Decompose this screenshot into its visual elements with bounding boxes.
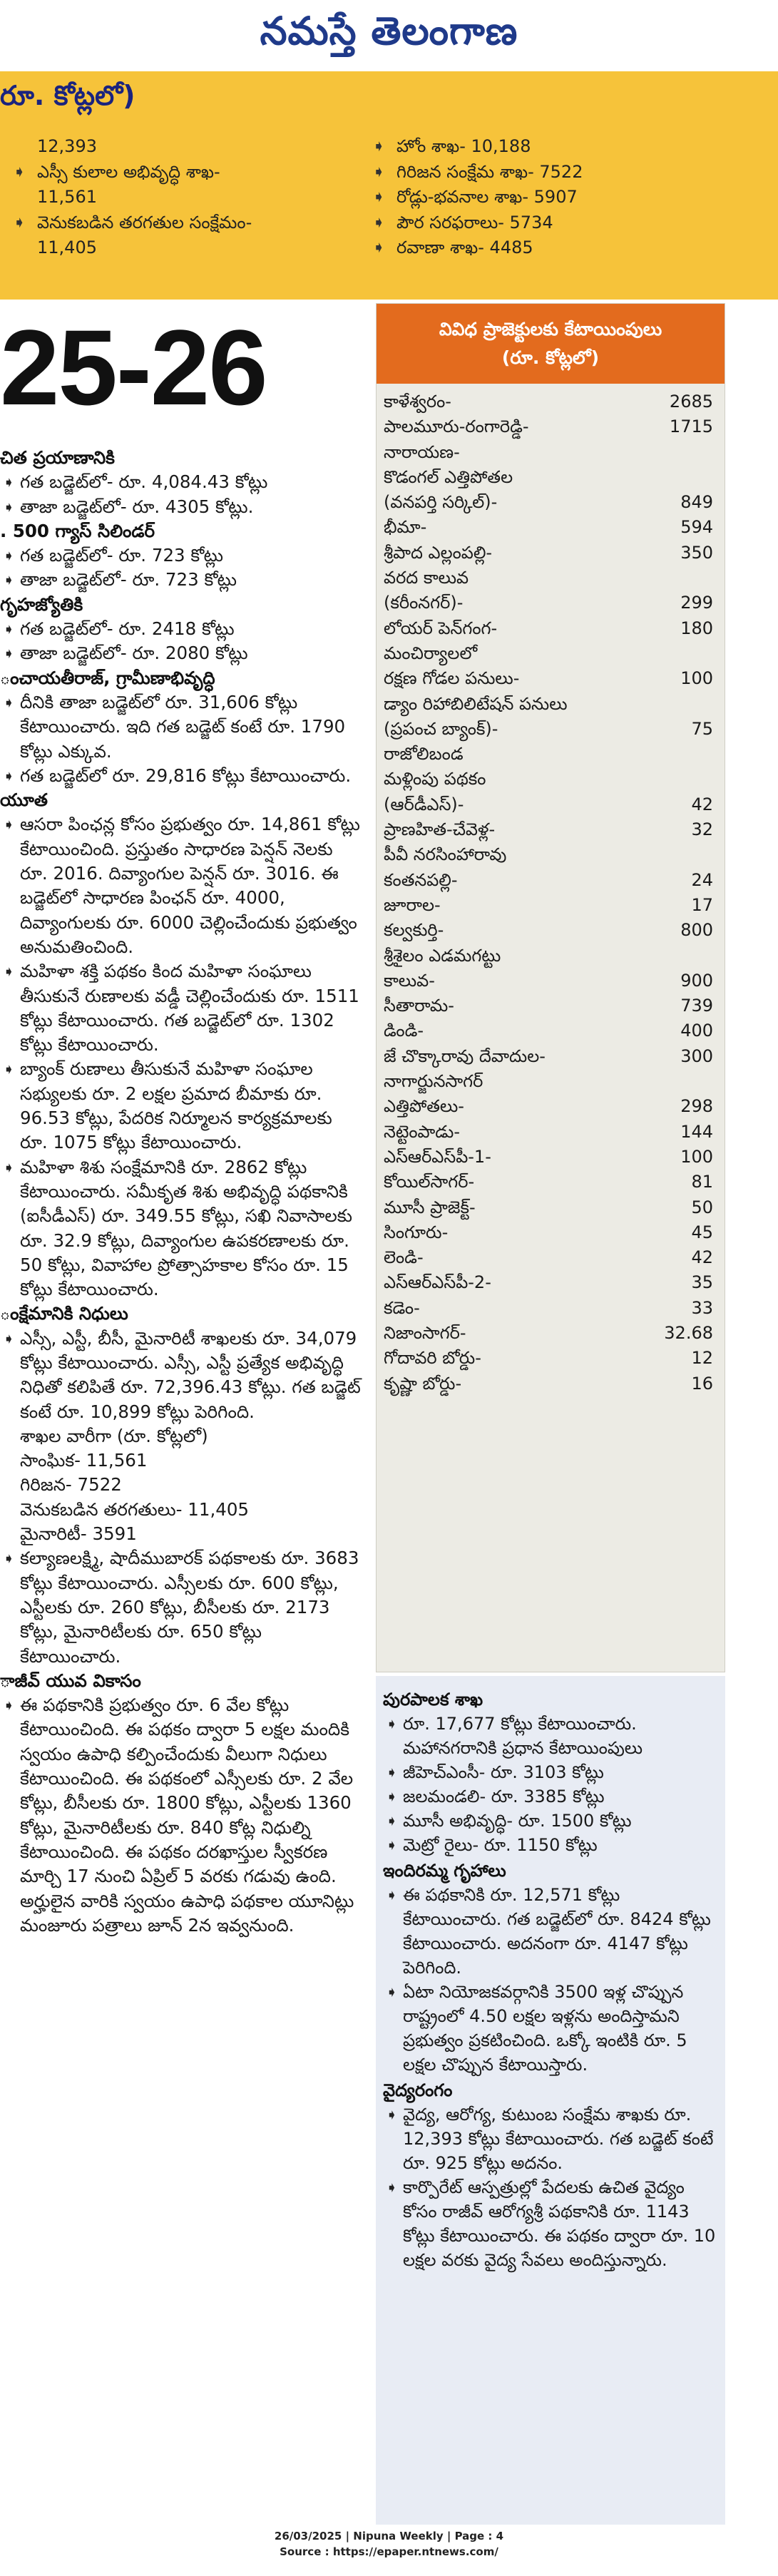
project-name: జూరాల- — [384, 894, 441, 915]
list-item-text: తాజా బడ్జెట్‌లో- రూ. 723 కోట్లు — [20, 569, 237, 591]
section-heading: . 500 గ్యాస్ సిలిండర్ — [0, 520, 155, 541]
banner-item-text: వెనుకబడిన తరగతుల సంక్షేమం- 11,405 — [37, 212, 252, 257]
project-value: 350 — [680, 542, 713, 563]
project-name: రక్షణ గోడల పనులు- — [384, 668, 520, 689]
list-item-text: బ్యాంక్ రుణాలు తీసుకునే మహిళా సంఘాల సభ్యులకు రూ. 2 లక్షల ప్రమాద బీమాకు రూ. 96.53 కోట్లు, పేదరిక నిర్మూలన కార్యక్రమాలకు రూ. 1075 కోట్లు కేటాయించారు. — [20, 1058, 332, 1153]
project-value: 180 — [680, 618, 713, 638]
project-value: 12 — [691, 1348, 713, 1369]
arrow-bullet-icon: ➧ — [372, 239, 386, 257]
section-heading: ాజీవ్ యువ వికాసం — [0, 1670, 141, 1691]
project-name: జే చొక్కారావు దేవాదుల- — [384, 1046, 546, 1066]
project-name: కడెం- — [384, 1297, 420, 1318]
arrow-bullet-icon: ➧ — [3, 1158, 15, 1176]
arrow-bullet-icon: ➧ — [3, 963, 15, 981]
project-value — [648, 742, 719, 767]
list-line: శాఖల వారీగా (రూ. కోట్లలో) — [20, 1425, 208, 1446]
project-row — [384, 868, 719, 893]
list-item — [383, 2175, 718, 2272]
project-heading-line: వివిధ ప్రాజెక్టులకు కేటాయింపులు — [439, 319, 662, 339]
project-value: 75 — [691, 718, 713, 739]
project-row — [384, 1220, 719, 1245]
project-heading-line: (రూ. కోట్లలో) — [501, 347, 600, 368]
arrow-bullet-icon: ➧ — [3, 693, 15, 711]
list-item — [383, 1712, 718, 1760]
list-item — [383, 1833, 718, 1857]
project-name: సింగూరు- — [384, 1222, 449, 1242]
project-value: 24 — [691, 869, 713, 890]
banner-title: రూ. కోట్లలో) — [0, 80, 135, 111]
project-name: భీమా- — [384, 517, 427, 538]
arrow-bullet-icon: ➧ — [3, 1060, 15, 1078]
project-name: కల్వకుర్తి- — [384, 920, 444, 941]
project-name: శ్రీశైలం ఎడమగట్టు — [384, 945, 501, 966]
project-value: 739 — [680, 996, 713, 1016]
banner-item-text: రవాణా శాఖ- 4485 — [396, 237, 533, 257]
project-allocations-list — [384, 389, 719, 1396]
arrow-bullet-icon: ➧ — [3, 1697, 15, 1714]
project-row — [384, 414, 719, 439]
project-row — [384, 1094, 719, 1119]
project-value: 35 — [691, 1272, 713, 1293]
project-name: పీవీ నరసింహారావు — [384, 844, 507, 865]
project-name: కోయిల్‌సాగర్- — [384, 1172, 475, 1192]
list-item-text: తాజా బడ్జెట్‌లో- రూ. 4305 కోట్లు. — [20, 496, 254, 517]
project-value: 298 — [680, 1096, 713, 1117]
project-name: ఎస్ఆర్ఎస్‌పీ-2- — [384, 1272, 491, 1293]
arrow-bullet-icon: ➧ — [3, 474, 15, 491]
list-item — [383, 1883, 718, 1980]
list-item — [0, 568, 364, 592]
arrow-bullet-icon: ➧ — [13, 163, 26, 181]
project-row — [384, 541, 719, 566]
section-heading: ంక్షేమానికి నిధులు — [0, 1303, 128, 1324]
list-item — [0, 495, 364, 519]
urban-housing-health-list — [383, 1686, 718, 2272]
project-row — [384, 1044, 719, 1069]
list-item-text: గత బడ్జెట్‌లో- రూ. 723 కోట్లు — [20, 545, 223, 566]
project-row — [384, 490, 719, 515]
project-row — [384, 515, 719, 540]
banner-right-column — [372, 134, 761, 261]
project-row — [384, 944, 719, 968]
banner-item — [13, 210, 369, 261]
footer-source-line: Source : https://epaper.ntnews.com/ — [280, 2545, 498, 2558]
section-heading: యూత — [0, 789, 48, 811]
arrow-bullet-icon: ➧ — [372, 188, 386, 206]
project-value: 900 — [680, 970, 713, 991]
project-name: (వనపర్తి సర్కిల్)- — [384, 492, 498, 513]
arrow-bullet-icon: ➧ — [386, 1836, 398, 1854]
department-allocations-banner — [0, 71, 778, 300]
project-name: సీతారామ- — [384, 996, 454, 1016]
project-value: 16 — [691, 1373, 713, 1394]
section-heading: పురపాలక శాఖ — [383, 1690, 483, 1709]
list-line: మైనారిటీ- 3591 — [20, 1523, 137, 1545]
project-row — [384, 1170, 719, 1195]
arrow-bullet-icon: ➧ — [386, 1812, 398, 1829]
project-value: 50 — [691, 1197, 713, 1217]
list-item-text: రూ. 17,677 కోట్లు కేటాయించారు. మహానగరానికి ప్రధాన కేటాయింపులు — [403, 1714, 643, 1758]
project-row — [384, 1245, 719, 1270]
arrow-bullet-icon: ➧ — [3, 498, 15, 516]
project-row — [384, 1346, 719, 1371]
project-allocations-heading — [377, 304, 725, 384]
list-item-text: కల్యాణలక్ష్మి, షాదీముబారక్ పథకాలకు రూ. 3683 కోట్లు కేటాయించారు. ఎస్సీలకు రూ. 600 కోట్లు, ఎస్టీలకు రూ. 260 కోట్లు, బీసీలకు రూ. 2173 కోట్లు, మైనారిటీలకు రూ. 650 కోట్లు కేటాయించారు. — [20, 1548, 359, 1667]
project-value: 17 — [691, 894, 713, 915]
list-item — [0, 641, 364, 665]
list-item — [383, 1980, 718, 2077]
arrow-bullet-icon: ➧ — [386, 2106, 398, 2123]
arrow-bullet-icon: ➧ — [386, 1983, 398, 2000]
project-row — [384, 893, 719, 918]
project-name: నిజాంసాగర్- — [384, 1322, 466, 1343]
banner-item-text: రోడ్లు-భవనాల శాఖ- 5907 — [396, 187, 578, 207]
list-item-text: మహిళా శక్తి పథకం కింద మహిళా సంఘాలు తీసుకునే రుణాలకు వడ్డీ చెల్లించేందుకు రూ. 1511 కోట్లు కేటాయించారు. గత బడ్జెట్‌లో రూ. 1302 కోట్లు కేటాయించారు. — [20, 961, 359, 1056]
project-row — [384, 1120, 719, 1145]
project-name: కొడంగల్ ఎత్తిపోతల — [384, 466, 513, 487]
budget-year-heading: 25-26 — [0, 307, 267, 427]
project-row — [384, 993, 719, 1018]
arrow-bullet-icon: ➧ — [3, 767, 15, 784]
project-name: లోయర్ పెన్‌గంగ- — [384, 618, 498, 638]
project-value: 100 — [680, 668, 713, 689]
project-name: డ్యాం రిహాబిలిటేషన్ పనులు — [384, 693, 568, 714]
arrow-bullet-icon: ➧ — [386, 1764, 398, 1781]
banner-item-text: ఎస్సీ కులాల అభివృద్ధి శాఖ- 11,561 — [37, 161, 220, 207]
project-row — [384, 389, 719, 414]
project-value: 144 — [680, 1121, 713, 1142]
project-value: 300 — [680, 1046, 713, 1066]
project-name: కృష్ణా బోర్డు- — [384, 1373, 462, 1394]
banner-left-column — [13, 134, 369, 261]
list-item-text: తాజా బడ్జెట్‌లో- రూ. 2080 కోట్లు — [20, 643, 248, 664]
project-value — [648, 1069, 719, 1094]
project-row — [384, 666, 719, 691]
project-value: 42 — [691, 794, 713, 814]
list-item — [0, 470, 364, 494]
banner-item-text: గిరిజన సంక్షేమ శాఖ- 7522 — [396, 161, 583, 182]
list-item — [0, 1057, 364, 1155]
list-item-text: జలమండలి- రూ. 3385 కోట్లు — [403, 1787, 605, 1806]
list-item — [383, 1809, 718, 1833]
list-item — [0, 617, 364, 641]
list-item — [383, 2102, 718, 2175]
banner-item-text: 12,393 — [37, 136, 97, 156]
project-value: 32.68 — [664, 1322, 713, 1343]
banner-item-text: పౌర సరఫరాలు- 5734 — [396, 212, 553, 232]
list-item-text: ఈ పథకానికి రూ. 12,571 కోట్లు కేటాయించారు. గత బడ్జెట్‌లో రూ. 8424 కోట్లు కేటాయించారు. అదనంగా రూ. 4147 కోట్లు పెరిగింది. — [403, 1885, 711, 1978]
project-row — [384, 641, 719, 666]
project-value: 849 — [680, 492, 713, 513]
project-name: (కరీంనగర్)- — [384, 593, 464, 613]
banner-item — [372, 134, 761, 160]
arrow-bullet-icon: ➧ — [3, 620, 15, 638]
project-name: మూసీ ప్రాజెక్ట్- — [384, 1197, 476, 1217]
section-heading: వైద్యరంగం — [383, 2080, 453, 2100]
arrow-bullet-icon: ➧ — [372, 138, 386, 155]
project-name: (ప్రపంచ బ్యాంక్)- — [384, 718, 498, 739]
arrow-bullet-icon: ➧ — [3, 1550, 15, 1568]
arrow-bullet-icon: ➧ — [3, 547, 15, 565]
project-name: నారాయణ- — [384, 441, 460, 462]
project-name: డిండి- — [384, 1021, 424, 1041]
project-value: 45 — [691, 1222, 713, 1242]
project-value: 81 — [691, 1172, 713, 1192]
project-row — [384, 767, 719, 792]
arrow-bullet-icon: ➧ — [386, 1788, 398, 1805]
project-value — [648, 842, 719, 867]
arrow-bullet-icon: ➧ — [372, 213, 386, 232]
project-name: కాళేశ్వరం- — [384, 392, 451, 412]
project-name: లెండి- — [384, 1247, 424, 1268]
project-value — [648, 641, 719, 666]
arrow-bullet-icon: ➧ — [3, 645, 15, 663]
list-item-text: గత బడ్జెట్‌లో రూ. 29,816 కోట్లు కేటాయించారు. — [20, 765, 352, 786]
list-item-text: మూసీ అభివృద్ధి- రూ. 1500 కోట్లు — [403, 1811, 632, 1831]
project-row — [384, 465, 719, 490]
arrow-bullet-icon: ➧ — [3, 1329, 15, 1347]
project-name: కంతనపల్లి- — [384, 869, 458, 890]
project-row — [384, 591, 719, 615]
project-row — [384, 817, 719, 842]
list-item — [0, 690, 364, 764]
list-item — [0, 812, 364, 959]
list-item — [0, 1155, 364, 1302]
project-row — [384, 1195, 719, 1220]
arrow-bullet-icon: ➧ — [13, 213, 26, 232]
project-value: 2685 — [669, 392, 713, 412]
arrow-bullet-icon: ➧ — [372, 163, 386, 181]
list-line: గిరిజన- 7522 — [20, 1474, 122, 1496]
project-name: ప్రాణహిత-చేవెళ్ల- — [384, 819, 496, 840]
project-name: ఎత్తిపోతలు- — [384, 1096, 464, 1117]
project-row — [384, 1069, 719, 1094]
project-value: 1715 — [669, 416, 713, 437]
project-name: (ఆర్‌డీఎస్)- — [384, 794, 464, 814]
banner-item-text: హోం శాఖ- 10,188 — [396, 136, 531, 156]
project-value — [648, 440, 719, 465]
project-row — [384, 1321, 719, 1346]
budget-highlights-column — [0, 446, 364, 2500]
list-item-text: మహిళా శిశు సంక్షేమానికి రూ. 2862 కోట్లు కేటాయించారు. సమీకృత శిశు అభివృద్ధి పథకానికి (ఐసీడీఎస్) రూ. 349.55 కోట్లు, సఖి నివాసాలకు రూ. 32.9 కోట్లు, దివ్యాంగుల ఉపకరణాలకు రూ. 50 కోట్లు, వివాహాల ప్రోత్సాహకాల కోసం రూ. 15 కోట్లు కేటాయించారు. — [20, 1156, 352, 1300]
project-name: కాలువ- — [384, 970, 435, 991]
list-item-text: మెట్రో రైలు- రూ. 1150 కోట్లు — [403, 1835, 598, 1855]
list-item — [0, 764, 364, 788]
list-item-text: వైద్య, ఆరోగ్య, కుటుంబ సంక్షేమ శాఖకు రూ. 12,393 కోట్లు కేటాయించారు. గత బడ్జెట్ కంటే రూ. 925 కోట్లు అదనం. — [403, 2105, 714, 2173]
project-allocations-box — [376, 303, 725, 1672]
masthead — [0, 0, 778, 71]
arrow-bullet-icon: ➧ — [3, 816, 15, 834]
project-value: 42 — [691, 1247, 713, 1268]
list-item-text: గత బడ్జెట్‌లో- రూ. 4,084.43 కోట్లు — [20, 471, 268, 493]
project-row — [384, 1145, 719, 1170]
project-name: మళ్లింపు పథకం — [384, 769, 486, 789]
list-item — [383, 1760, 718, 1784]
banner-item — [372, 160, 761, 185]
project-name: పాలమూరు-రంగారెడ్డి- — [384, 416, 529, 437]
list-item-text: గత బడ్జెట్‌లో- రూ. 2418 కోట్లు — [20, 618, 235, 640]
project-value: 33 — [691, 1297, 713, 1318]
list-line: వెనుకబడిన తరగతులు- 11,405 — [20, 1498, 249, 1520]
project-name: వరద కాలువ — [384, 568, 469, 588]
banner-item — [372, 235, 761, 261]
project-row — [384, 968, 719, 993]
arrow-bullet-icon: ➧ — [386, 1715, 398, 1732]
project-value: 594 — [680, 517, 713, 538]
page-footer — [0, 2528, 778, 2576]
project-value — [648, 465, 719, 490]
project-row — [384, 692, 719, 717]
banner-item — [13, 160, 369, 210]
project-value: 800 — [680, 920, 713, 941]
section-heading: గృహజ్యోతికి — [0, 593, 83, 615]
project-row — [384, 1371, 719, 1396]
section-heading: చిత ప్రయాణానికి — [0, 447, 115, 468]
banner-item — [13, 134, 369, 160]
project-value — [648, 767, 719, 792]
project-row — [384, 842, 719, 867]
project-row — [384, 717, 719, 742]
project-value — [648, 566, 719, 591]
project-row — [384, 1270, 719, 1295]
list-item — [0, 543, 364, 568]
project-name: నాగార్జునసాగర్ — [384, 1071, 483, 1092]
list-line: సాంఘిక- 11,561 — [20, 1450, 148, 1471]
newspaper-title: నమస్తే తెలంగాణ — [260, 8, 518, 53]
project-name: గోదావరి బోర్డు- — [384, 1348, 481, 1369]
project-name: శ్రీపాద ఎల్లంపల్లి- — [384, 542, 493, 563]
footer-edition-line: 26/03/2025 | Nipuna Weekly | Page : 4 — [274, 2530, 504, 2542]
list-item — [0, 1693, 364, 1938]
arrow-bullet-icon: ➧ — [386, 2179, 398, 2196]
project-row — [384, 566, 719, 591]
project-name: మంచిర్యాలలో — [384, 643, 478, 663]
list-item-text: ఎస్సీ, ఎస్టీ, బీసీ, మైనారిటీ శాఖలకు రూ. 34,079 కోట్లు కేటాయించారు. ఎస్సీ, ఎస్టీ ప్రత్యేక అభివృద్ధి నిధితో కలిపితే రూ. 72,396.43 కోట్లు. గత బడ్జెట్ కంటే రూ. 10,899 కోట్లు పెరిగింది. — [20, 1327, 361, 1422]
project-name: నెట్టెంపాడు- — [384, 1121, 461, 1142]
project-row — [384, 742, 719, 767]
list-item-text: ఈ పథకానికి ప్రభుత్వం రూ. 6 వేల కోట్లు కేటాయించింది. ఈ పథకం ద్వారా 5 లక్షల మందికి స్వయం ఉపాధి కల్పించేందుకు వీలుగా నిధులు కేటాయించింది. ఈ పథకంలో ఎస్సీలకు రూ. 2 వేల కోట్లు, బీసీలకు రూ. 1800 కోట్లు, ఎస్టీలకు 1360 కోట్లు, మైనారిటీలకు రూ. 840 కోట్ల నిధుల్ని కేటాయించింది. ఈ పథకం దరఖాస్తుల స్వీకరణ మార్చి 17 నుంచి ఏప్రిల్ 5 వరకు గడువు ఉంది. అర్హులైన వారికి స్వయం ఉపాధి పథకాల యూనిట్లు మంజూరు పత్రాలు జూన్ 2న ఇవ్వనుంది. — [20, 1695, 354, 1936]
project-name: ఎస్ఆర్ఎస్‌పీ-1- — [384, 1146, 491, 1167]
banner-item — [372, 185, 761, 210]
list-item — [383, 1784, 718, 1809]
project-row — [384, 918, 719, 943]
project-row — [384, 616, 719, 641]
section-heading: ఇందిరమ్మ గృహాలు — [383, 1861, 506, 1881]
project-value: 32 — [691, 819, 713, 840]
urban-housing-health-box — [376, 1676, 725, 2525]
list-item-text: జీహెచ్‌ఎంసీ- రూ. 3103 కోట్లు — [403, 1762, 604, 1782]
banner-item — [372, 210, 761, 236]
list-item-text: కార్పొరేట్ ఆస్పత్రుల్లో పేదలకు ఉచిత వైద్యం కోసం రాజీవ్ ఆరోగ్యశ్రీ పథకానికి రూ. 1143 కోట్లు కేటాయించారు. ఈ పథకం ద్వారా రూ. 10 లక్షల వరకు వైద్య సేవలు అందిస్తున్నారు. — [403, 2177, 716, 2270]
project-value — [648, 692, 719, 717]
project-value: 400 — [680, 1021, 713, 1041]
list-item-text: ఆసరా పింఛన్ల కోసం ప్రభుత్వం రూ. 14,861 కోట్లు కేటాయించింది. ప్రస్తుతం సాధారణ పెన్షన్ నెలకు రూ. 2016. దివ్యాంగుల పెన్షన్ రూ. 3016. ఈ బడ్జెట్‌లో సాధారణ పింఛన్ రూ. 4000, దివ్యాంగులకు రూ. 6000 చెల్లించేందుకు ప్రభుత్వం అనుమతించింది. — [20, 814, 360, 957]
project-row — [384, 440, 719, 465]
list-item-text: దీనికి తాజా బడ్జెట్‌లో రూ. 31,606 కోట్లు కేటాయించారు. ఇది గత బడ్జెట్ కంటే రూ. 1790 కోట్లు ఎక్కువ. — [20, 691, 346, 762]
project-row — [384, 1296, 719, 1321]
list-item — [0, 1546, 364, 1668]
list-item — [0, 1327, 364, 1424]
project-row — [384, 1018, 719, 1043]
list-item-text: ఏటా నియోజకవర్గానికి 3500 ఇళ్ల చొప్పున రాష్ట్రంలో 4.50 లక్షల ఇళ్లను అందిస్తామని ప్రభుత్వం ప్రకటించింది. ఒక్కో ఇంటికి రూ. 5 లక్షల చొప్పున కేటాయిస్తారు. — [403, 1982, 687, 2075]
section-heading: ంచాయతీరాజ్, గ్రామీణాభివృద్ధి — [0, 667, 215, 688]
project-value: 100 — [680, 1146, 713, 1167]
arrow-bullet-icon: ➧ — [386, 1886, 398, 1903]
project-name: రాజోలిబండ — [384, 744, 464, 765]
project-value: 299 — [680, 593, 713, 613]
list-item — [0, 959, 364, 1057]
project-row — [384, 792, 719, 817]
project-value — [648, 944, 719, 968]
arrow-bullet-icon: ➧ — [3, 571, 15, 589]
